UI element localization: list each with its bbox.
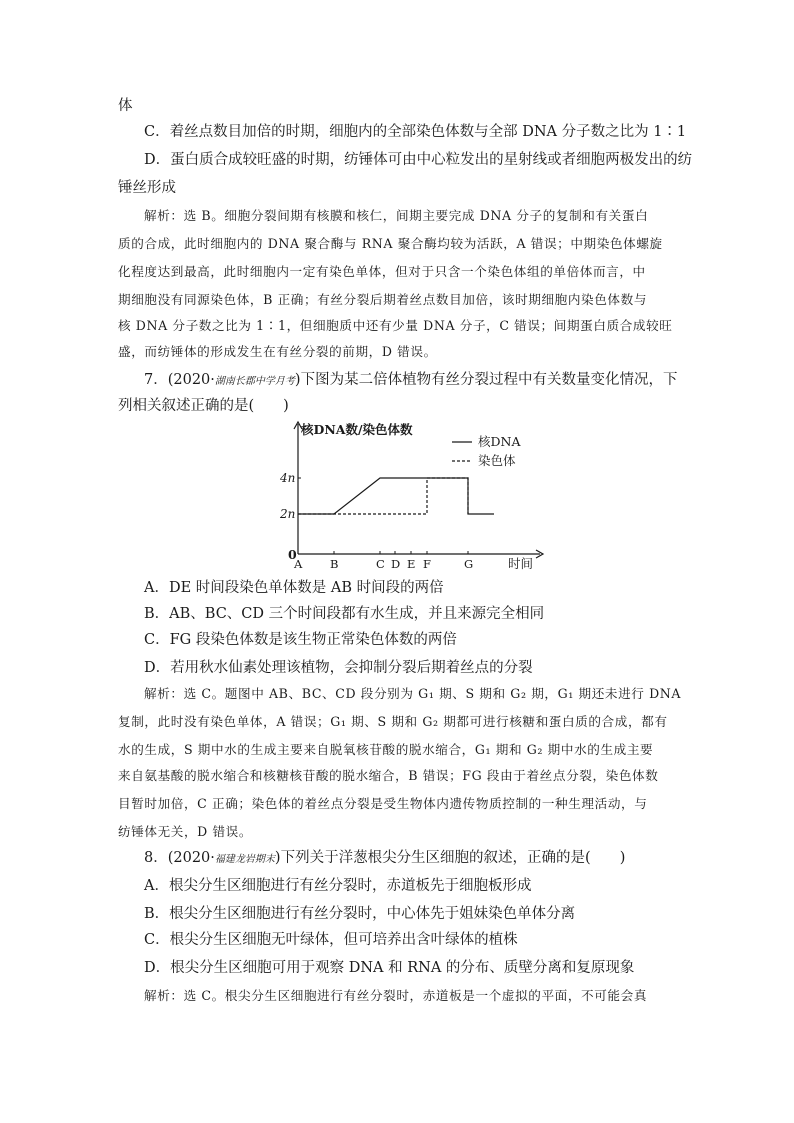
option-b-q7: B．AB、BC、CD 三个时间段都有水生成，并且来源完全相同: [144, 606, 545, 622]
legend-label: 核DNA: [478, 434, 521, 449]
analysis-line: 水的生成，S 期中水的生成主要来自脱氧核苷酸的脱水缩合，G₁ 期和 G₂ 期中水的生成主要: [118, 742, 654, 757]
dna-series-line: [298, 478, 494, 514]
x-tick-label: D: [391, 557, 401, 571]
analysis-q8: 解析：选 C。根尖分生区细胞进行有丝分裂时，赤道板是一个虚拟的平面，不可能会真: [144, 988, 648, 1003]
analysis-line: 盛，而纺锤体的形成发生在有丝分裂的前期，D 错误。: [118, 344, 437, 359]
x-tick-label: E: [407, 557, 416, 571]
analysis-line: 质的合成，此时细胞内的 DNA 聚合酶与 RNA 聚合酶均较为活跃，A 错误；中期染色体螺旋: [118, 236, 663, 251]
question-source: 湖南长郡中学月考: [214, 376, 295, 387]
x-tick-label: G: [464, 557, 474, 571]
option-a-q8: A．根尖分生区细胞进行有丝分裂时，赤道板先于细胞板形成: [144, 878, 532, 894]
option-c-q6: C．着丝点数目加倍的时期，细胞内的全部染色体数与全部 DNA 分子数之比为 1∶1: [144, 124, 687, 140]
legend-label: 染色体: [478, 453, 516, 468]
x-tick-label: F: [423, 557, 431, 571]
y-tick-label: 2n: [280, 507, 296, 521]
option-a-q7: A．DE 时间段染色单体数是 AB 时间段的两倍: [144, 580, 444, 596]
y-axis-label: 核DNA数/染色体数: [301, 422, 413, 437]
analysis-q6: 解析：选 B。细胞分裂间期有核膜和核仁，间期主要完成 DNA 分子的复制和有关蛋白: [144, 208, 649, 223]
option-c-q8: C．根尖分生区细胞无叶绿体，但可培养出含叶绿体的植株: [144, 932, 518, 948]
option-d-q7: D．若用秋水仙素处理该植物，会抑制分裂后期着丝点的分裂: [144, 660, 533, 676]
analysis-line: 目暂时加倍，C 正确；染色体的着丝点分裂是受生物体内遗传物质控制的一种生理活动，与: [118, 796, 648, 811]
x-axis-label: 时间: [508, 556, 534, 571]
analysis-line: 纺锤体无关，D 错误。: [118, 824, 253, 839]
analysis-line: 来自氨基酸的脱水缩合和核糖核苷酸的脱水缩合，B 错误；FG 段由于着丝点分裂，染色体数: [118, 768, 659, 783]
analysis-line: 核 DNA 分子数之比为 1∶1，但细胞质中还有少量 DNA 分子，C 错误；间期蛋白质合成较旺: [118, 318, 673, 333]
text-line: 体: [118, 98, 133, 114]
option-c-q7: C．FG 段染色体数是该生物正常染色体数的两倍: [144, 632, 457, 648]
y-tick-label: 4n: [280, 471, 296, 485]
x-tick-label: C: [376, 557, 385, 571]
x-tick-label: A: [294, 557, 303, 571]
option-b-q8: B．根尖分生区细胞进行有丝分裂时，中心体先于姐妹染色单体分离: [144, 906, 576, 922]
analysis-line: 期细胞没有同源染色体，B 正确；有丝分裂后期着丝点数目加倍，该时期细胞内染色体数与: [118, 292, 648, 307]
option-d-q6: D．蛋白质合成较旺盛的时期，纺锤体可由中心粒发出的星射线或者细胞两极发出的纺: [144, 152, 693, 168]
analysis-line: 复制，此时没有染色单体，A 错误；G₁ 期、S 期和 G₂ 期都可进行核糖和蛋白质的合成，都有: [118, 714, 668, 729]
question-text: )下列关于洋葱根尖分生区细胞的叙述，正确的是( ): [274, 850, 626, 866]
x-tick-label: B: [330, 557, 339, 571]
question-source: 福建龙岩期末: [214, 854, 275, 865]
chromosome-series-line: [298, 478, 468, 514]
question-8: [144, 848, 678, 870]
question-7: [144, 370, 678, 392]
origin-label: 0: [288, 547, 297, 562]
question-number: 7．(2020·: [144, 372, 215, 388]
dna-chromosome-chart: [268, 418, 558, 574]
option-d-q8: D．根尖分生区细胞可用于观察 DNA 和 RNA 的分布、质壁分离和复原现象: [144, 960, 635, 976]
question-text: )下图为某二倍体植物有丝分裂过程中有关数量变化情况，下: [294, 372, 678, 388]
analysis-line: 化程度达到最高，此时细胞内一定有染色单体，但对于只含一个染色体组的单倍体而言，中: [118, 264, 646, 279]
analysis-q7: 解析：选 C。题图中 AB、BC、CD 段分别为 G₁ 期、S 期和 G₂ 期，G₁ 期还未进行 DNA: [144, 686, 682, 701]
question-number: 8．(2020·: [144, 850, 215, 866]
text-line: 锤丝形成: [118, 180, 176, 196]
question-7-cont: 列相关叙述正确的是( ): [118, 398, 289, 414]
